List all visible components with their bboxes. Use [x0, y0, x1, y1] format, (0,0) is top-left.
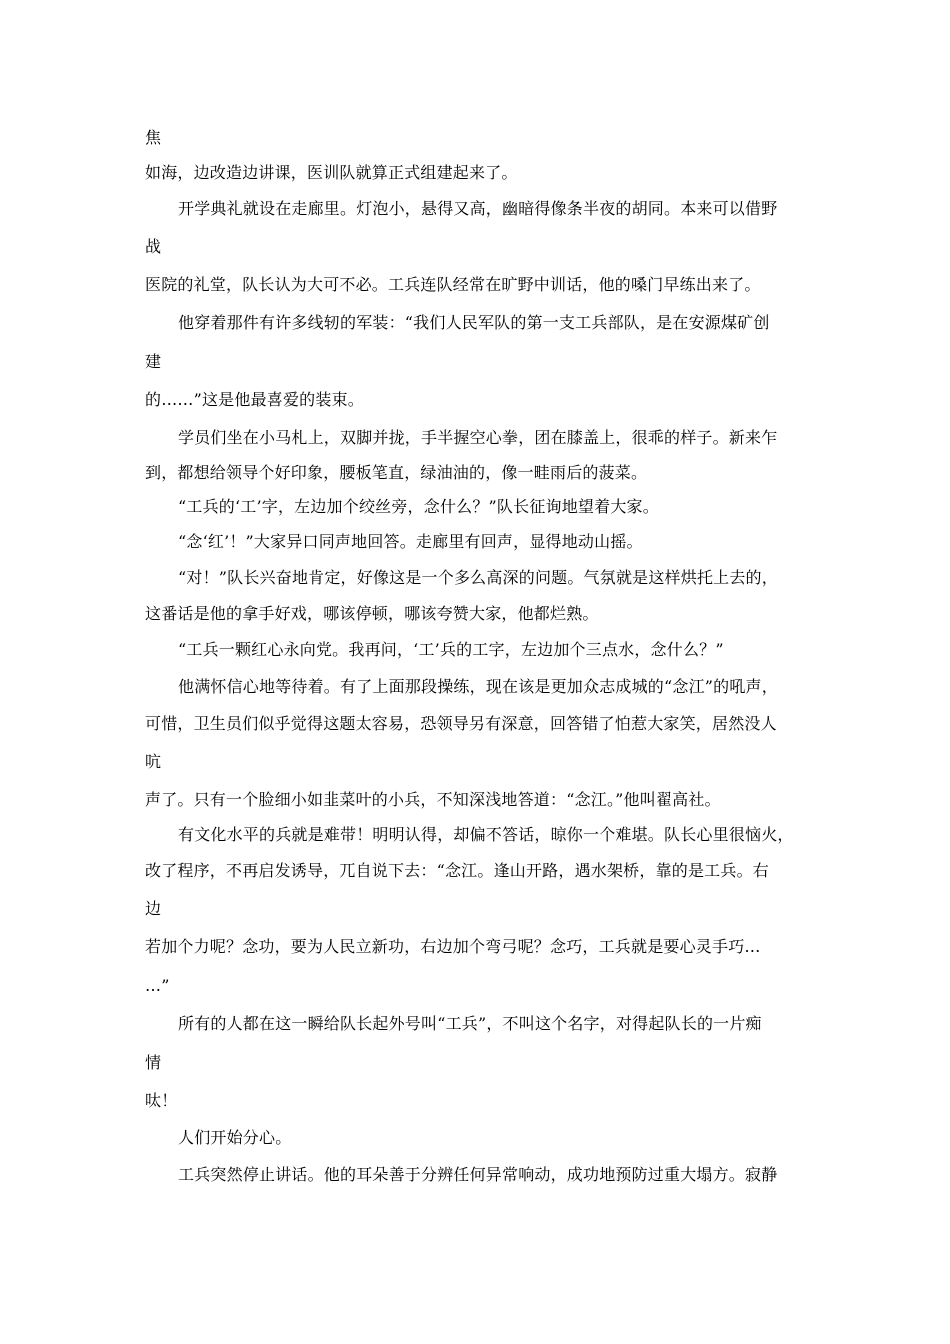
text-line: 可惜，卫生员们似乎觉得这题太容易，恐领导另有深意，回答错了怕惹大家笑，居然没人	[145, 714, 777, 733]
paragraph-line: 开学典礼就设在走廊里。灯泡小，悬得又高，幽暗得像条半夜的胡同。本来可以借野	[178, 199, 778, 218]
text-line: 医院的礼堂，队长认为大可不必。工兵连队经常在旷野中训话，他的嗓门早练出来了。	[145, 275, 761, 294]
paragraph-line: “工兵的‘工’字，左边加个绞丝旁，念什么？”队长征询地望着大家。	[178, 497, 659, 516]
text-line: 战	[145, 237, 162, 256]
text-line: 边	[145, 899, 162, 918]
text-line: 焦	[145, 128, 162, 147]
paragraph-line: 工兵突然停止讲话。他的耳朵善于分辨任何异常响动，成功地预防过重大塌方。寂静	[178, 1165, 778, 1184]
text-line: 建	[145, 352, 162, 371]
text-line: 的……”这是他最喜爱的装束。	[145, 390, 364, 409]
text-line: 如海，边改造边讲课，医训队就算正式组建起来了。	[145, 163, 518, 182]
paragraph-line: “念‘红’！”大家异口同声地回答。走廊里有回声，显得地动山摇。	[178, 532, 643, 551]
text-line: 改了程序，不再启发诱导，兀自说下去：“念江。逢山开路，遇水架桥，靠的是工兵。右	[145, 861, 769, 880]
text-line: 这番话是他的拿手好戏，哪该停顿，哪该夸赞大家，他都烂熟。	[145, 604, 599, 623]
text-line: 呔！	[145, 1091, 178, 1110]
paragraph-line: “对！”队长兴奋地肯定，好像这是一个多么高深的问题。气氛就是这样烘托上去的，	[178, 568, 778, 587]
text-line: 声了。只有一个脸细小如韭菜叶的小兵，不知深浅地答道：“念江。”他叫翟高社。	[145, 790, 721, 809]
paragraph-line: “工兵一颗红心永向党。我再问，‘工’兵的工字，左边加个三点水，念什么？”	[178, 640, 724, 659]
paragraph-line: 他满怀信心地等待着。有了上面那段操练，现在该是更加众志成城的“念江”的吼声，	[178, 677, 778, 696]
text-line: 情	[145, 1053, 162, 1072]
text-line: …”	[145, 976, 170, 995]
paragraph-line: 学员们坐在小马札上，双脚并拢，手半握空心拳，团在膝盖上，很乖的样子。新来乍	[178, 428, 778, 447]
paragraph-line: 有文化水平的兵就是难带！明明认得，却偏不答话，晾你一个难堪。队长心里很恼火，	[178, 825, 794, 844]
paragraph-line: 他穿着那件有许多线轫的军装：“我们人民军队的第一支工兵部队，是在安源煤矿创	[178, 313, 770, 332]
text-line: 若加个力呢？念功，要为人民立新功，右边加个弯弓呢？念巧，工兵就是要心灵手巧…	[145, 937, 761, 956]
text-line: 到，都想给领导个好印象，腰板笔直，绿油油的，像一畦雨后的菠菜。	[145, 463, 648, 482]
text-line: 吭	[145, 752, 162, 771]
paragraph-line: 人们开始分心。	[178, 1128, 292, 1147]
paragraph-line: 所有的人都在这一瞬给队长起外号叫“工兵”，不叫这个名字，对得起队长的一片痴	[178, 1014, 762, 1033]
